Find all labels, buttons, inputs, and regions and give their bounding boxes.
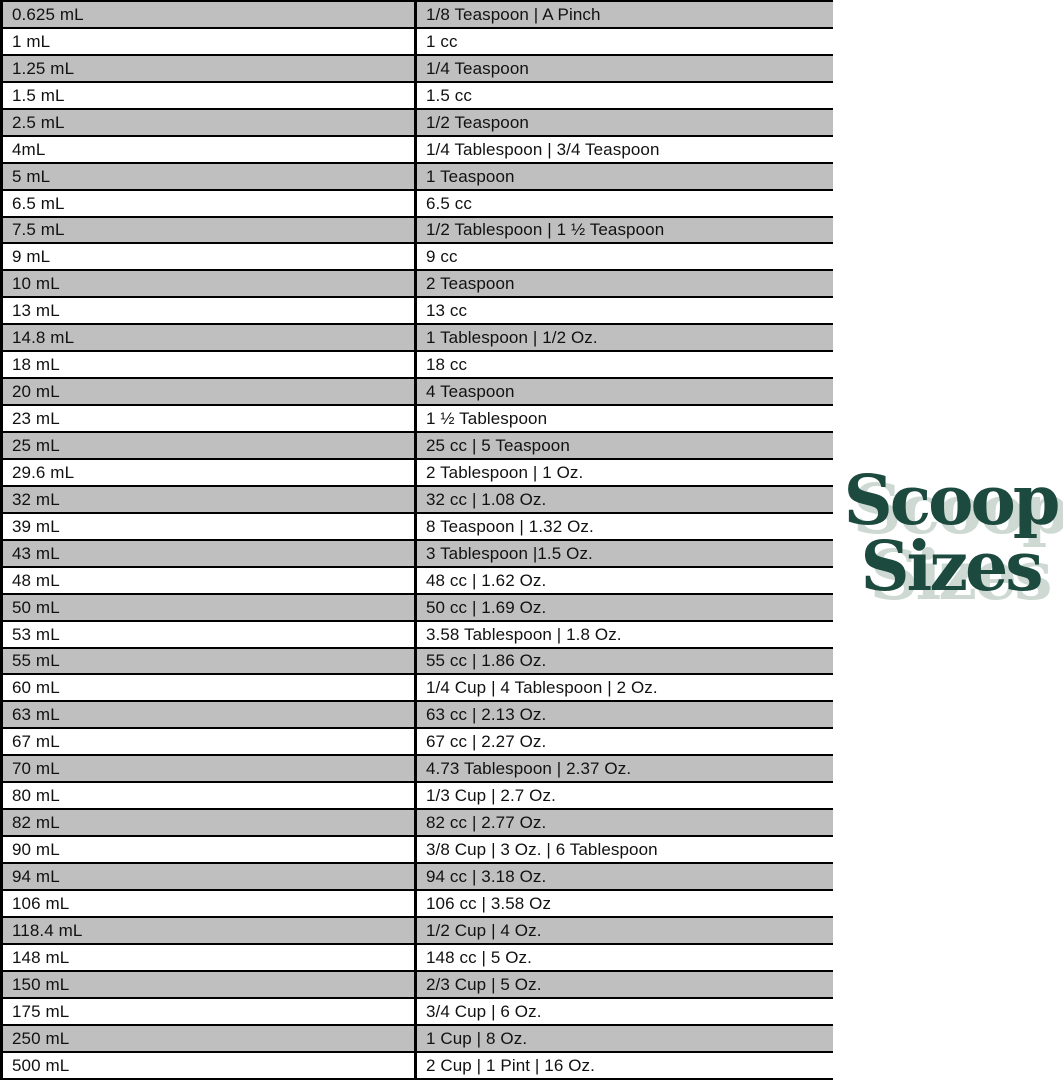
table-row <box>3 864 833 891</box>
conversion-value-cell: 48 cc | 1.62 Oz. <box>426 570 547 590</box>
ml-value-cell: 23 mL <box>3 406 417 431</box>
conversion-value-cell: 1 ½ Tablespoon <box>426 409 548 429</box>
conversion-value-cell: 1 cc <box>426 31 458 51</box>
table-row <box>3 675 833 702</box>
ml-value-cell: 1 mL <box>3 29 417 54</box>
ml-value-cell: 106 mL <box>3 891 417 916</box>
ml-value-cell: 55 mL <box>3 649 417 674</box>
conversion-value-cell: 3 Tablespoon |1.5 Oz. <box>426 543 593 563</box>
table-row <box>3 110 833 137</box>
conversion-value-cell: 1/3 Cup | 2.7 Oz. <box>426 786 556 806</box>
ml-value-cell: 150 mL <box>3 972 417 997</box>
conversion-value-cell: 3/4 Cup | 6 Oz. <box>426 1001 542 1021</box>
table-row <box>3 2 833 29</box>
conversion-value-cell: 32 cc | 1.08 Oz. <box>426 489 547 509</box>
table-row <box>3 891 833 918</box>
table-row <box>3 568 833 595</box>
conversion-value-cell: 18 cc <box>426 355 468 375</box>
table-row <box>3 649 833 676</box>
table-row <box>3 972 833 999</box>
conversion-value-cell: 1/8 Teaspoon | A Pinch <box>426 4 601 24</box>
table-row <box>3 191 833 218</box>
table-row <box>3 756 833 783</box>
ml-value-cell: 80 mL <box>3 783 417 808</box>
logo-line-scoop: Scoop <box>843 461 1058 541</box>
ml-value-cell: 9 mL <box>3 244 417 269</box>
ml-value-cell: 39 mL <box>3 514 417 539</box>
table-row <box>3 433 833 460</box>
table-row <box>3 837 833 864</box>
ml-value-cell: 90 mL <box>3 837 417 862</box>
table-row <box>3 379 833 406</box>
ml-value-cell: 250 mL <box>3 1026 417 1051</box>
ml-value-cell: 148 mL <box>3 945 417 970</box>
ml-value-cell: 118.4 mL <box>3 918 417 943</box>
table-row <box>3 1053 833 1080</box>
ml-value-cell: 18 mL <box>3 352 417 377</box>
ml-value-cell: 48 mL <box>3 568 417 593</box>
conversion-value-cell: 67 cc | 2.27 Oz. <box>426 732 547 752</box>
conversion-value-cell: 1/2 Teaspoon <box>426 112 529 132</box>
table-row <box>3 352 833 379</box>
conversion-value-cell: 50 cc | 1.69 Oz. <box>426 597 547 617</box>
conversion-value-cell: 3.58 Tablespoon | 1.8 Oz. <box>426 624 622 644</box>
ml-value-cell: 60 mL <box>3 675 417 700</box>
conversion-value-cell: 1 Teaspoon <box>426 166 515 186</box>
table-row <box>3 514 833 541</box>
conversion-value-cell: 8 Teaspoon | 1.32 Oz. <box>426 516 594 536</box>
table-row <box>3 487 833 514</box>
conversion-value-cell: 63 cc | 2.13 Oz. <box>426 705 547 725</box>
conversion-value-cell: 148 cc | 5 Oz. <box>426 947 532 967</box>
table-row <box>3 298 833 325</box>
table-row <box>3 460 833 487</box>
ml-value-cell: 20 mL <box>3 379 417 404</box>
conversion-value-cell: 1/4 Tablespoon | 3/4 Teaspoon <box>426 139 660 159</box>
ml-value-cell: 5 mL <box>3 164 417 189</box>
conversion-value-cell: 1/2 Cup | 4 Oz. <box>426 920 542 940</box>
ml-value-cell: 32 mL <box>3 487 417 512</box>
ml-value-cell: 50 mL <box>3 595 417 620</box>
conversion-value-cell: 2/3 Cup | 5 Oz. <box>426 974 542 994</box>
conversion-value-cell: 106 cc | 3.58 Oz <box>426 893 552 913</box>
conversion-value-cell: 1/4 Cup | 4 Tablespoon | 2 Oz. <box>426 678 658 698</box>
table-row <box>3 406 833 433</box>
ml-value-cell: 7.5 mL <box>3 218 417 243</box>
table-row <box>3 810 833 837</box>
conversion-value-cell: 3/8 Cup | 3 Oz. | 6 Tablespoon <box>426 840 658 860</box>
table-row <box>3 702 833 729</box>
conversion-value-cell: 1 Cup | 8 Oz. <box>426 1028 528 1048</box>
conversion-value-cell: 94 cc | 3.18 Oz. <box>426 866 547 886</box>
conversion-value-cell: 55 cc | 1.86 Oz. <box>426 651 547 671</box>
table-row <box>3 945 833 972</box>
conversion-value-cell: 1/4 Teaspoon <box>426 58 529 78</box>
conversion-value-cell: 4 Teaspoon <box>426 382 515 402</box>
logo-line-sizes: Sizes <box>860 527 1041 607</box>
table-row <box>3 83 833 110</box>
conversion-value-cell: 2 Teaspoon <box>426 274 515 294</box>
ml-value-cell: 53 mL <box>3 622 417 647</box>
ml-value-cell: 13 mL <box>3 298 417 323</box>
table-row <box>3 918 833 945</box>
conversion-value-cell: 1 Tablespoon | 1/2 Oz. <box>426 328 598 348</box>
ml-value-cell: 29.6 mL <box>3 460 417 485</box>
conversion-value-cell: 4.73 Tablespoon | 2.37 Oz. <box>426 759 632 779</box>
scoop-sizes-logo <box>838 461 1063 607</box>
table-row <box>3 164 833 191</box>
table-row <box>3 1026 833 1053</box>
ml-value-cell: 175 mL <box>3 999 417 1024</box>
ml-value-cell: 2.5 mL <box>3 110 417 135</box>
table-row <box>3 541 833 568</box>
ml-value-cell: 1.5 mL <box>3 83 417 108</box>
ml-value-cell: 70 mL <box>3 756 417 781</box>
conversion-value-cell: 9 cc <box>426 247 458 267</box>
ml-value-cell: 0.625 mL <box>3 2 417 27</box>
conversion-value-cell: 1.5 cc <box>426 85 472 105</box>
table-row <box>3 783 833 810</box>
ml-value-cell: 94 mL <box>3 864 417 889</box>
conversion-value-cell: 2 Cup | 1 Pint | 16 Oz. <box>426 1055 595 1075</box>
conversion-value-cell: 25 cc | 5 Teaspoon <box>426 435 570 455</box>
table-row <box>3 56 833 83</box>
table-row <box>3 29 833 56</box>
ml-value-cell: 82 mL <box>3 810 417 835</box>
ml-value-cell: 6.5 mL <box>3 191 417 216</box>
ml-value-cell: 25 mL <box>3 433 417 458</box>
ml-value-cell: 67 mL <box>3 729 417 754</box>
ml-value-cell: 14.8 mL <box>3 325 417 350</box>
table-row <box>3 244 833 271</box>
ml-value-cell: 1.25 mL <box>3 56 417 81</box>
table-row <box>3 622 833 649</box>
table-row <box>3 218 833 245</box>
table-row <box>3 729 833 756</box>
ml-value-cell: 10 mL <box>3 271 417 296</box>
conversion-value-cell: 6.5 cc <box>426 193 472 213</box>
ml-value-cell: 500 mL <box>3 1053 417 1078</box>
table-row <box>3 595 833 622</box>
conversion-value-cell: 82 cc | 2.77 Oz. <box>426 813 547 833</box>
ml-value-cell: 63 mL <box>3 702 417 727</box>
ml-value-cell: 4mL <box>3 137 417 162</box>
table-row <box>3 271 833 298</box>
table-row <box>3 999 833 1026</box>
conversion-value-cell: 2 Tablespoon | 1 Oz. <box>426 462 584 482</box>
table-row <box>3 137 833 164</box>
table-row <box>3 325 833 352</box>
ml-value-cell: 43 mL <box>3 541 417 566</box>
conversion-value-cell: 1/2 Tablespoon | 1 ½ Teaspoon <box>426 220 665 240</box>
conversion-value-cell: 13 cc <box>426 301 468 321</box>
